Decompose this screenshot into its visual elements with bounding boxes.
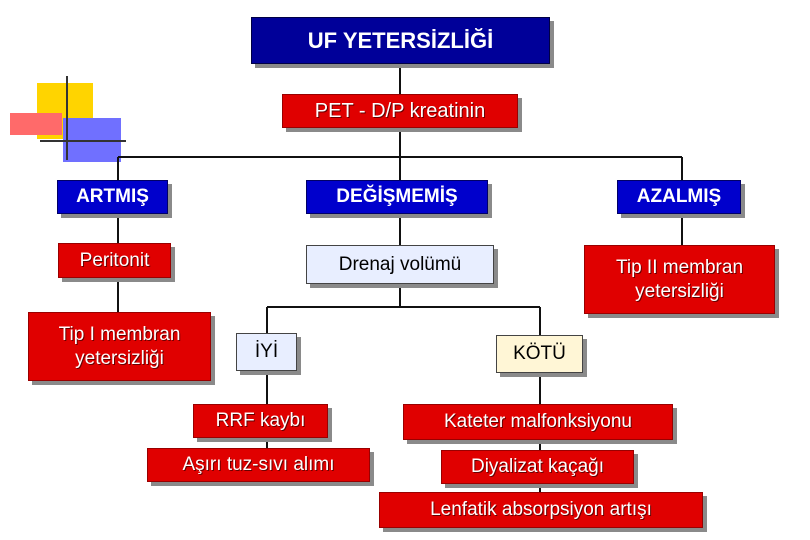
good-cause-1-box [193,404,328,438]
test-text: PET - D/P kreatinin [314,99,486,122]
good-cause-2-box [147,448,370,482]
bad-text: KÖTÜ [513,343,566,365]
category-middle-box [306,180,488,214]
bad-cause-1-box [403,404,673,440]
level3-left-text: Tip I membran yetersizliği [58,323,181,369]
category-right-text: AZALMIŞ [636,186,722,208]
bad-cause-1-text: Kateter malfonksiyonu [444,411,632,433]
level2-right-box [584,245,775,314]
title-text: UF YETERSİZLİĞİ [307,27,494,53]
category-right-box [617,180,741,214]
bad-cause-2-text: Diyalizat kaçağı [470,456,605,478]
good-text: İYİ [254,341,279,363]
test-box [282,94,518,128]
level3-left-box [28,312,211,381]
category-left-text: ARTMIŞ [76,186,149,208]
bad-cause-2-box [441,450,634,484]
level2-left-text: Peritonit [79,249,150,271]
bad-cause-3-text: Lenfatik absorpsiyon artışı [430,499,652,521]
category-middle-text: DEĞİŞMEMİŞ [336,186,458,208]
good-cause-1-text: RRF kaybı [215,410,306,432]
level2-right-text: Tip II membran yetersizliği [615,256,744,302]
level2-left-box [58,243,171,278]
good-cause-2-text: Aşırı tuz-sıvı alımı [182,454,335,476]
bad-box [496,335,583,373]
good-box [236,333,297,371]
category-left-box [57,180,168,214]
level2-middle-box [306,245,494,284]
level2-middle-text: Drenaj volümü [338,253,462,275]
title-box [251,17,550,64]
bad-cause-3-box [379,492,703,528]
